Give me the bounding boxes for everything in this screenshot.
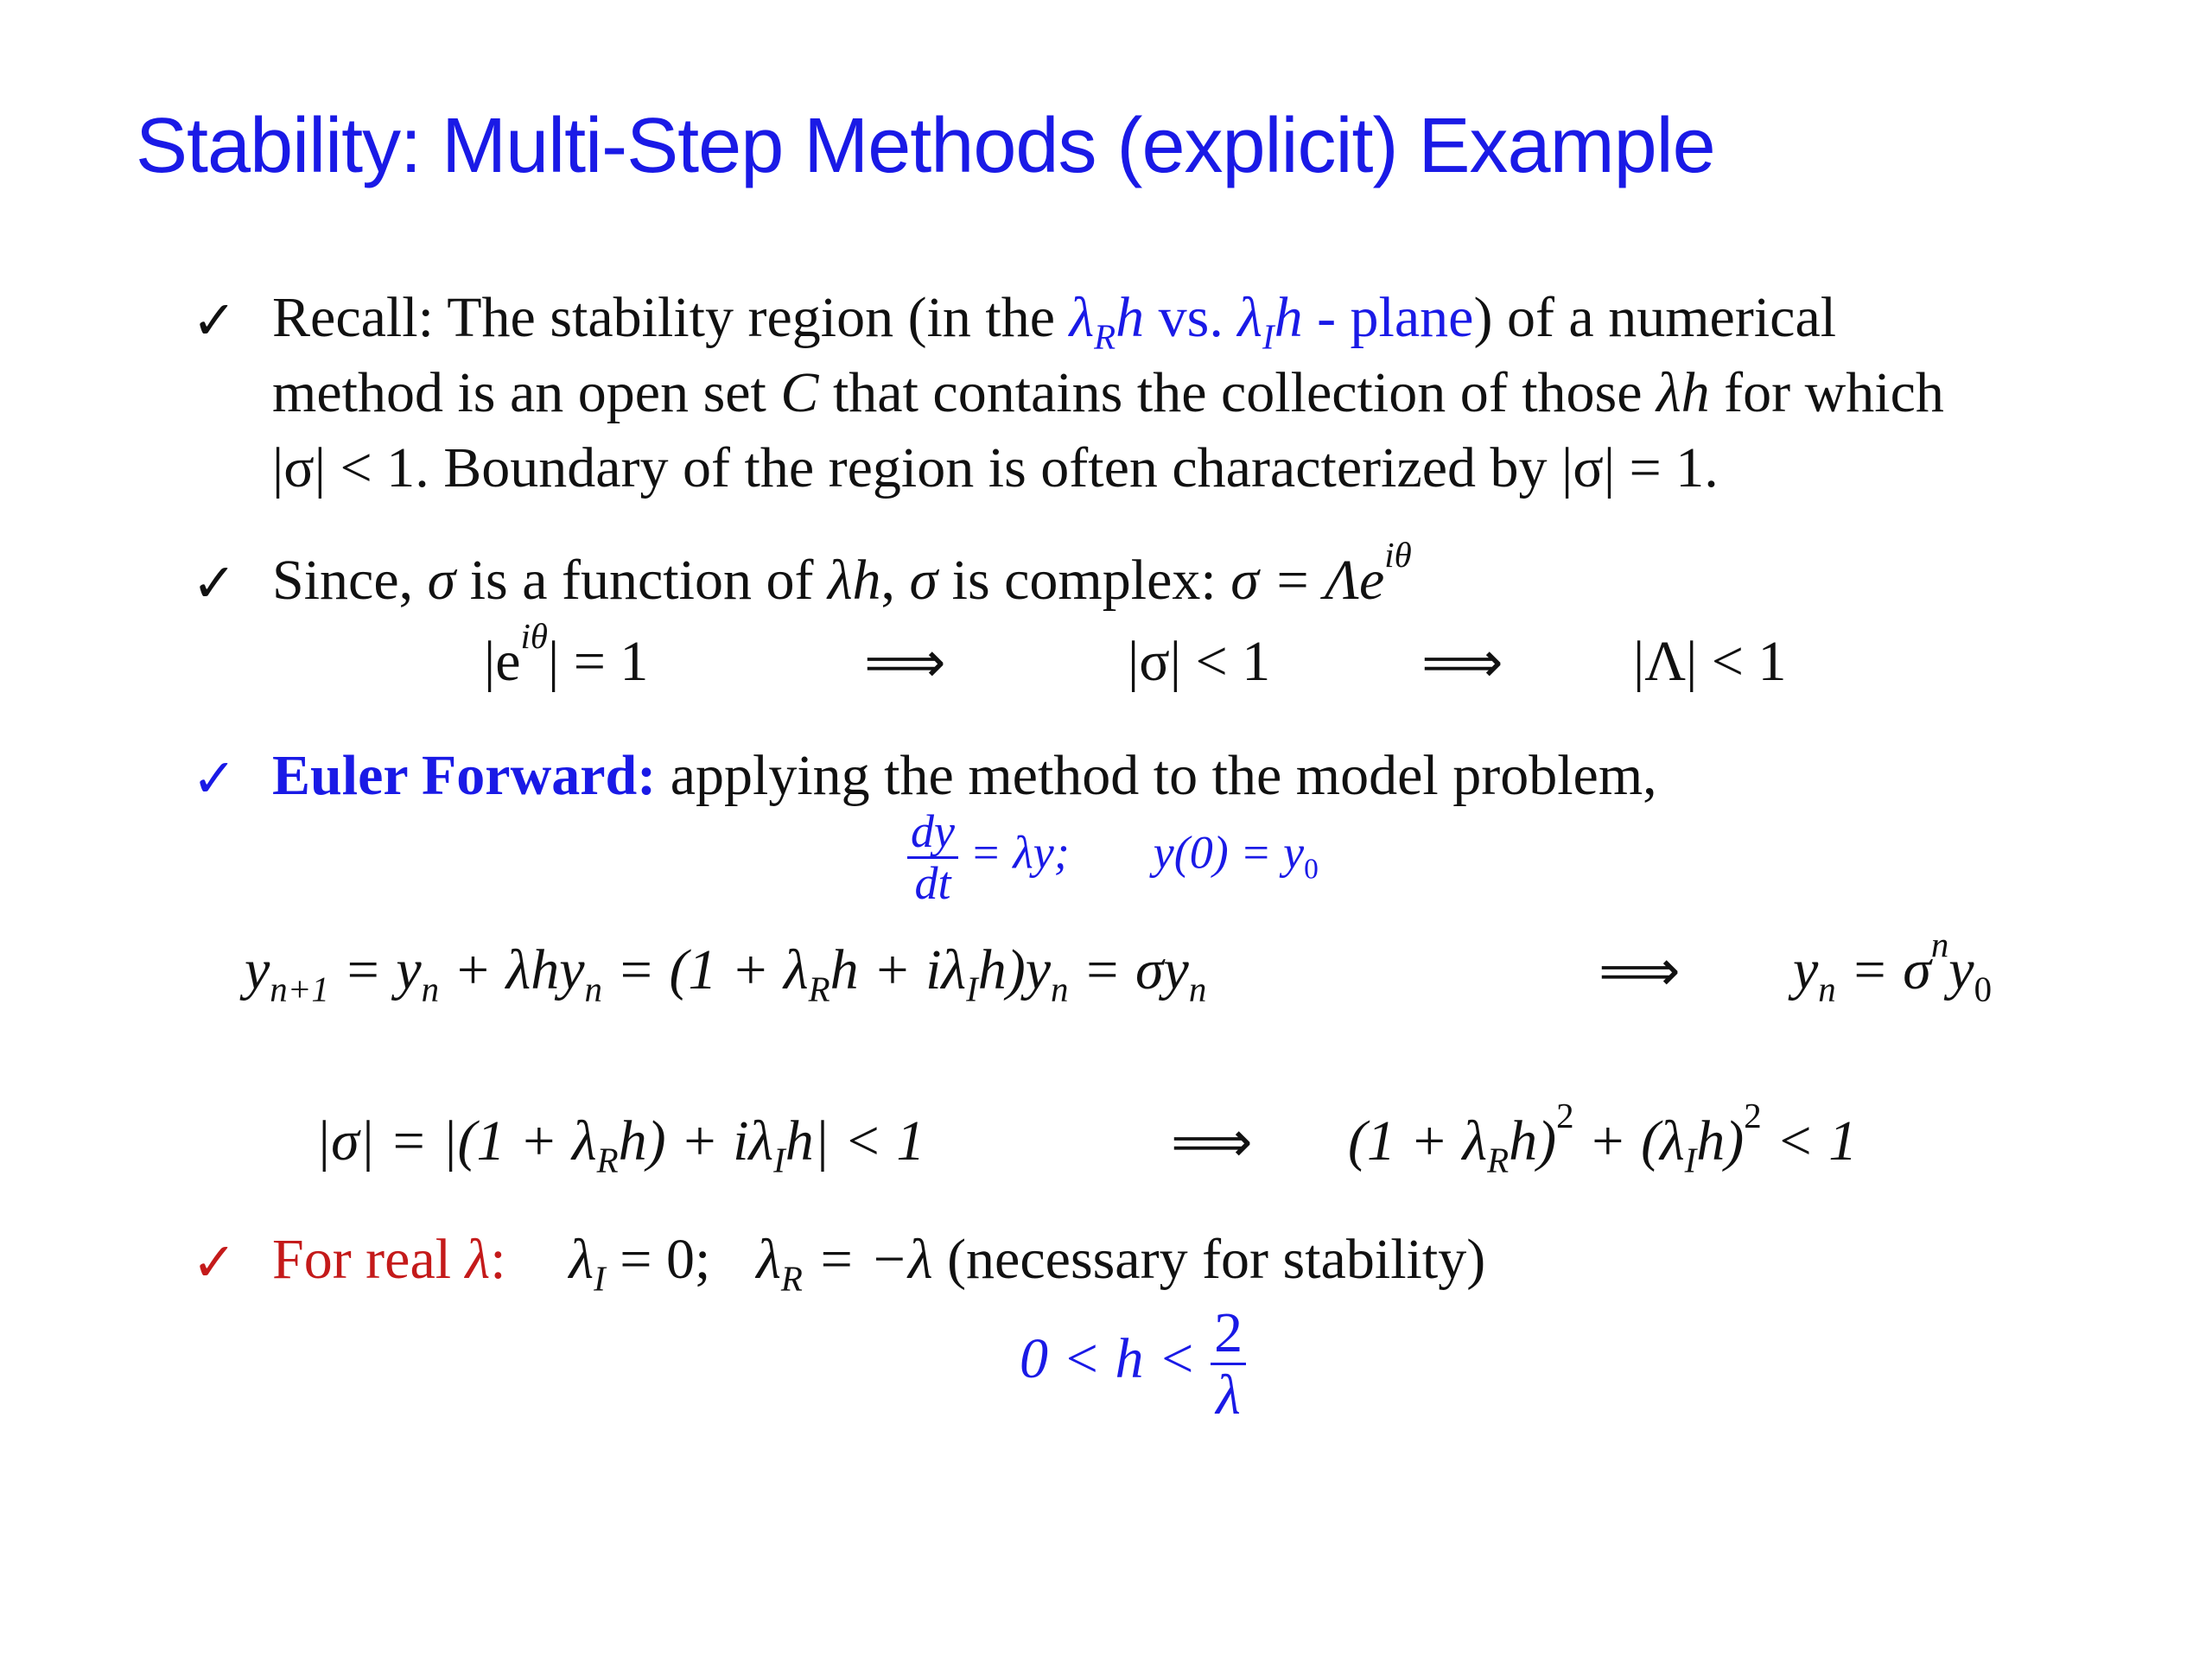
bullet4-line1: For real λ: $\lambda_I = 0$; $\lambda_R = -\lambda$ (necessary for stability) (272, 1228, 1486, 1299)
bullet1-line1: Recall: The stability region (in the $\lambda_Rh$ vs. $\lambda_Ih$ - plane) of a numerical (272, 286, 1837, 357)
bullet1-line3: |σ| < 1. Boundary of the region is often characterized by |σ| = 1. (272, 436, 1719, 499)
equation-sigma-bound: |σ| < 1 (1128, 630, 1271, 693)
equation-euler-modulus: $|e^{i\theta}| = 1$ (484, 617, 649, 693)
checkmark-icon: ✓ (192, 551, 237, 614)
equation-stability-condition: $|\sigma| = |(1 + \lambda_Rh) + i\lambda_Ih| < 1$ (315, 1109, 925, 1180)
checkmark-icon: ✓ (192, 1230, 237, 1294)
step-size-bound: 0 < h < $\frac{2}{\lambda}$ (1020, 1303, 1246, 1426)
model-problem: $\frac{dy}{dt}$ = λy; $y(0) = y_0$ (907, 807, 1319, 907)
implies-arrow: ⟹ (1171, 1111, 1253, 1174)
equation-lambda-bound: |Λ| < 1 (1633, 630, 1787, 693)
implies-arrow: ⟹ (1599, 940, 1681, 1003)
bullet2-line1: Since, σ is a function of λh, σ is complex: $\sigma = \Lambda e^{i\theta}$ (272, 536, 1412, 612)
bullet1-line2: method is an open set C that contains the collection of those λh for which (272, 361, 1944, 424)
equation-stability-disk: $(1 + \lambda_Rh)^2 + (\lambda_Ih)^2 < 1$ (1348, 1096, 1858, 1180)
bullet3-line1: Euler Forward: applying the method to the model problem, (272, 744, 1657, 807)
implies-arrow: ⟹ (1421, 632, 1503, 695)
checkmark-icon: ✓ (192, 289, 237, 352)
implies-arrow: ⟹ (864, 632, 946, 695)
equation-euler-forward: $y_{n+1} = y_n + \lambda hy_n = (1 + \lambda_Rh + i\lambda_Ih)y_n = \sigma y_n$ (245, 938, 1207, 1009)
slide-title: Stability: Multi-Step Methods (explicit) Example (136, 103, 1715, 189)
checkmark-icon: ✓ (192, 747, 237, 810)
equation-power-form: $y_n = \sigma^ny_0$ (1793, 925, 1993, 1009)
